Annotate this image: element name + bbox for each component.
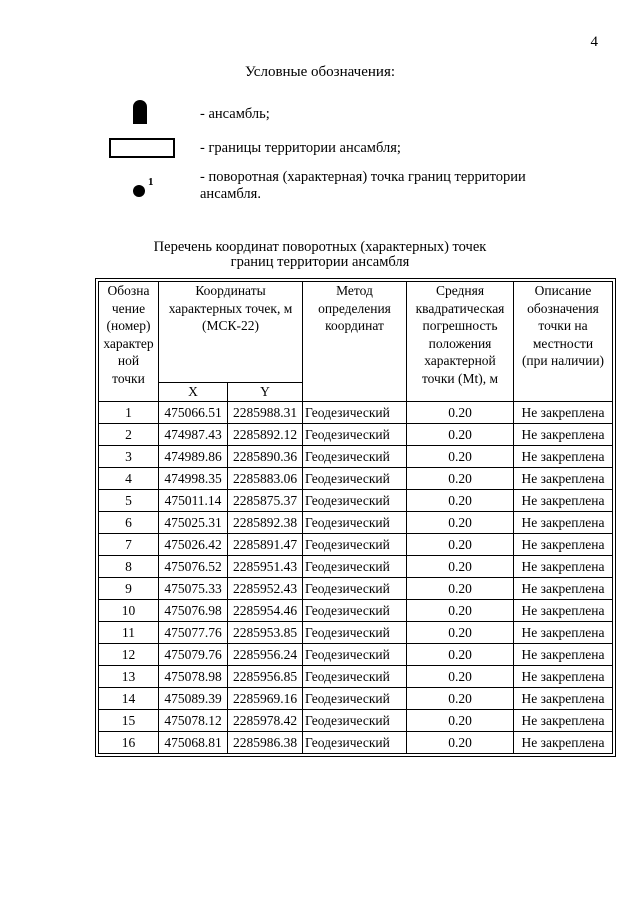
description-cell: Не закреплена [514, 710, 613, 732]
header-method [303, 282, 407, 402]
legend-item-label: - ансамбль; [200, 106, 270, 122]
description-cell: Не закреплена [514, 732, 613, 754]
header-text: характер [103, 335, 154, 351]
method-cell: Геодезический [303, 490, 407, 512]
method-cell: Геодезический [303, 688, 407, 710]
header-text: чение [111, 300, 146, 316]
header-text: квадратическая [415, 300, 505, 316]
table-row [99, 402, 613, 424]
turning-point-icon [133, 185, 145, 197]
x-coordinate-cell: 474987.43 [159, 424, 228, 446]
legend-title: Условные обозначения: [244, 64, 396, 80]
error-cell: 0.20 [407, 534, 514, 556]
point-number-cell: 2 [99, 424, 159, 446]
boundary-rectangle-icon [109, 138, 175, 158]
header-text: Метод [336, 283, 373, 298]
y-coordinate-cell: 2285952.43 [228, 578, 303, 600]
y-coordinate-cell: 2285956.24 [228, 644, 303, 666]
method-cell: Геодезический [303, 732, 407, 754]
point-number-cell: 12 [99, 644, 159, 666]
table-row [99, 446, 613, 468]
header-text: точки (Mt), м [421, 370, 499, 386]
error-cell: 0.20 [407, 424, 514, 446]
description-cell: Не закреплена [514, 512, 613, 534]
y-coordinate-cell: 2285956.85 [228, 666, 303, 688]
x-coordinate-cell: 475026.42 [159, 534, 228, 556]
error-cell: 0.20 [407, 556, 514, 578]
description-cell: Не закреплена [514, 600, 613, 622]
x-coordinate-cell: 475078.12 [159, 710, 228, 732]
point-number-cell: 13 [99, 666, 159, 688]
header-text: Координаты [195, 283, 266, 298]
x-coordinate-cell: 475068.81 [159, 732, 228, 754]
y-coordinate-cell: 2285954.46 [228, 600, 303, 622]
point-number-cell: 9 [99, 578, 159, 600]
description-cell: Не закреплена [514, 468, 613, 490]
x-coordinate-cell: 475066.51 [159, 402, 228, 424]
method-cell: Геодезический [303, 710, 407, 732]
error-cell: 0.20 [407, 490, 514, 512]
description-cell: Не закреплена [514, 402, 613, 424]
method-cell: Геодезический [303, 578, 407, 600]
x-coordinate-cell: 475075.33 [159, 578, 228, 600]
description-cell: Не закреплена [514, 688, 613, 710]
x-coordinate-cell: 475076.52 [159, 556, 228, 578]
table-title [0, 240, 640, 270]
method-cell: Геодезический [303, 666, 407, 688]
method-cell: Геодезический [303, 622, 407, 644]
table-row [99, 490, 613, 512]
y-coordinate-cell: 2285986.38 [228, 732, 303, 754]
table-row [99, 644, 613, 666]
x-coordinate-cell: 475089.39 [159, 688, 228, 710]
description-cell: Не закреплена [514, 556, 613, 578]
header-text: определения [318, 300, 391, 316]
point-number-cell: 10 [99, 600, 159, 622]
point-number-cell: 5 [99, 490, 159, 512]
x-coordinate-cell: 475079.76 [159, 644, 228, 666]
header-coordinates [159, 282, 303, 383]
method-cell: Геодезический [303, 600, 407, 622]
table-header-row [99, 282, 613, 383]
error-cell: 0.20 [407, 710, 514, 732]
y-coordinate-cell: 2285953.85 [228, 622, 303, 644]
header-text: Средняя [435, 283, 485, 298]
x-coordinate-cell: 475078.98 [159, 666, 228, 688]
header-text: ной [117, 353, 140, 368]
header-text: (МСК-22) [202, 318, 259, 333]
header-text: погрешность [422, 318, 498, 333]
table-title-line1: Перечень координат поворотных (характерных) точек [153, 239, 487, 255]
header-text: (при наличии) [521, 353, 605, 368]
description-cell: Не закреплена [514, 534, 613, 556]
x-coordinate-cell: 475025.31 [159, 512, 228, 534]
description-cell: Не закреплена [514, 622, 613, 644]
table-row [99, 600, 613, 622]
header-point-number [99, 282, 159, 402]
header-text: Описание [534, 283, 592, 298]
point-number-cell: 15 [99, 710, 159, 732]
y-coordinate-cell: 2285892.12 [228, 424, 303, 446]
error-cell: 0.20 [407, 644, 514, 666]
error-cell: 0.20 [407, 688, 514, 710]
header-text: Обозна [107, 283, 150, 298]
method-cell: Геодезический [303, 534, 407, 556]
x-coordinate-cell: 475076.98 [159, 600, 228, 622]
table-row [99, 710, 613, 732]
header-text: положения [428, 335, 492, 351]
header-y: Y [228, 383, 303, 402]
method-cell: Геодезический [303, 644, 407, 666]
table-row [99, 424, 613, 446]
x-coordinate-cell: 475077.76 [159, 622, 228, 644]
table-row [99, 534, 613, 556]
table-title-line2: границ территории ансамбля [230, 254, 410, 270]
error-cell: 0.20 [407, 402, 514, 424]
error-cell: 0.20 [407, 512, 514, 534]
y-coordinate-cell: 2285890.36 [228, 446, 303, 468]
header-error [407, 282, 514, 402]
turning-point-label: 1 [148, 176, 154, 188]
point-number-cell: 7 [99, 534, 159, 556]
header-text: характерных точек, м [168, 300, 293, 316]
x-coordinate-cell: 475011.14 [159, 490, 228, 512]
description-cell: Не закреплена [514, 578, 613, 600]
table-row [99, 468, 613, 490]
description-cell: Не закреплена [514, 644, 613, 666]
y-coordinate-cell: 2285978.42 [228, 710, 303, 732]
y-coordinate-cell: 2285969.16 [228, 688, 303, 710]
description-cell: Не закреплена [514, 446, 613, 468]
y-coordinate-cell: 2285875.37 [228, 490, 303, 512]
legend-item-label: - границы территории ансамбля; [200, 140, 401, 156]
header-text: координат [325, 318, 384, 333]
error-cell: 0.20 [407, 600, 514, 622]
table-body [99, 402, 613, 754]
header-text: точки [112, 370, 145, 386]
point-number-cell: 11 [99, 622, 159, 644]
y-coordinate-cell: 2285891.47 [228, 534, 303, 556]
method-cell: Геодезический [303, 512, 407, 534]
error-cell: 0.20 [407, 666, 514, 688]
ensemble-symbol-icon [133, 100, 147, 124]
point-number-cell: 4 [99, 468, 159, 490]
header-text: точки на [538, 318, 588, 333]
point-number-cell: 6 [99, 512, 159, 534]
header-text: местности [532, 335, 594, 351]
method-cell: Геодезический [303, 424, 407, 446]
y-coordinate-cell: 2285951.43 [228, 556, 303, 578]
x-coordinate-cell: 474989.86 [159, 446, 228, 468]
point-number-cell: 8 [99, 556, 159, 578]
table-row [99, 732, 613, 754]
header-x: X [159, 383, 228, 402]
table-row [99, 556, 613, 578]
error-cell: 0.20 [407, 622, 514, 644]
description-cell: Не закреплена [514, 490, 613, 512]
error-cell: 0.20 [407, 732, 514, 754]
point-number-cell: 14 [99, 688, 159, 710]
method-cell: Геодезический [303, 402, 407, 424]
table-row [99, 688, 613, 710]
y-coordinate-cell: 2285883.06 [228, 468, 303, 490]
header-text: (номер) [106, 318, 151, 333]
error-cell: 0.20 [407, 446, 514, 468]
table-row [99, 512, 613, 534]
header-description [514, 282, 613, 402]
legend-item-label: - поворотная (характерная) точка границ территории ансамбля. [200, 169, 526, 202]
header-text: характерной [424, 353, 496, 368]
error-cell: 0.20 [407, 468, 514, 490]
method-cell: Геодезический [303, 468, 407, 490]
header-text: обозначения [527, 300, 599, 316]
method-cell: Геодезический [303, 446, 407, 468]
x-coordinate-cell: 474998.35 [159, 468, 228, 490]
point-number-cell: 16 [99, 732, 159, 754]
y-coordinate-cell: 2285988.31 [228, 402, 303, 424]
method-cell: Геодезический [303, 556, 407, 578]
page-number: 4 [590, 34, 598, 50]
table-row [99, 578, 613, 600]
table-row [99, 622, 613, 644]
description-cell: Не закреплена [514, 424, 613, 446]
table-row [99, 666, 613, 688]
description-cell: Не закреплена [514, 666, 613, 688]
coordinates-table [98, 281, 613, 754]
y-coordinate-cell: 2285892.38 [228, 512, 303, 534]
point-number-cell: 3 [99, 446, 159, 468]
point-number-cell: 1 [99, 402, 159, 424]
error-cell: 0.20 [407, 578, 514, 600]
